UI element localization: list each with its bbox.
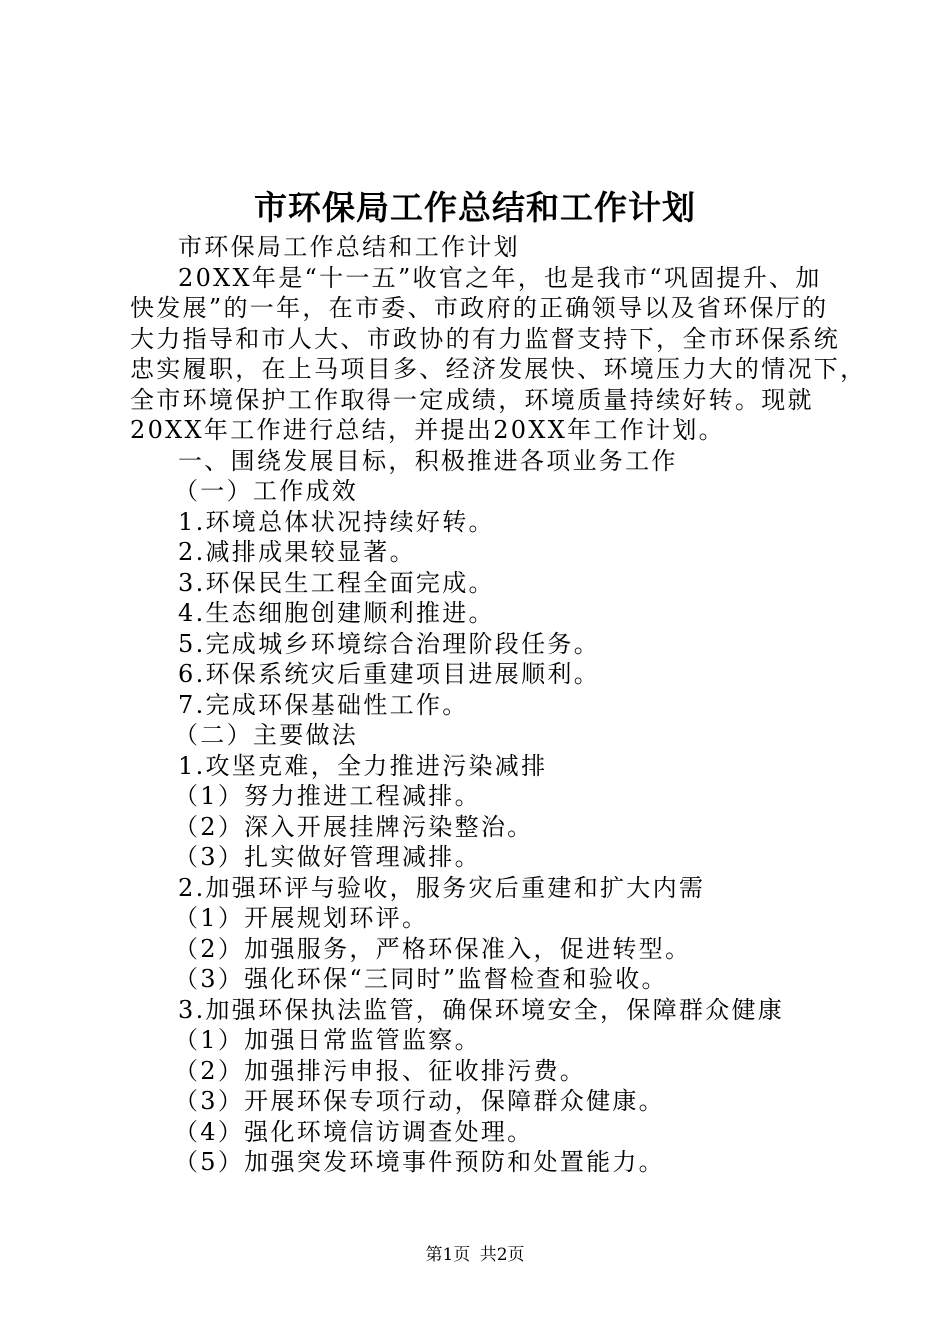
page-number: 第1页 [425, 1245, 471, 1265]
page-total: 共2页 [479, 1245, 525, 1265]
text-line: 一、围绕发展目标，积极推进各项业务工作 [178, 446, 678, 475]
text-line: （1）加强日常监管监察。 [174, 1026, 481, 1054]
text-line: 20XX年工作进行总结，并提出20XX年工作计划。 [130, 416, 725, 444]
text-line: （3）强化环保“三同时”监督检查和验收。 [174, 965, 668, 993]
document-title: 市环保局工作总结和工作计划 [254, 188, 696, 227]
text-line: 快发展”的一年，在市委、市政府的正确领导以及省环保厅的 [130, 294, 829, 322]
text-line: （4）强化环境信访调查处理。 [174, 1117, 534, 1146]
text-line: 7.完成环保基础性工作。 [178, 690, 469, 719]
text-line: 2.减排成果较显著。 [178, 538, 416, 566]
text-line: （3）扎实做好管理减排。 [174, 843, 481, 871]
text-line: （5）加强突发环境事件预防和处置能力。 [174, 1148, 665, 1176]
text-line: （3）开展环保专项行动，保障群众健康。 [174, 1087, 665, 1115]
text-line: 全市环境保护工作取得一定成绩，环境质量持续好转。现就 [130, 385, 814, 414]
text-line: 5.完成城乡环境综合治理阶段任务。 [178, 629, 600, 658]
page-footer [0, 1244, 950, 1266]
text-line: （一）工作成效 [174, 477, 359, 505]
document-body [130, 232, 867, 1178]
text-line: 大力指导和市人大、市政协的有力监督支持下，全市环保系统 [130, 324, 841, 353]
text-line: 1.攻坚克难，全力推进污染减排 [178, 751, 548, 780]
text-line: （二）主要做法 [174, 721, 359, 749]
text-line: （1）开展规划环评。 [174, 904, 429, 932]
text-line: 6.环保系统灾后重建项目进展顺利。 [178, 660, 600, 688]
text-line: 1.环境总体状况持续好转。 [178, 507, 495, 536]
text-line: 20XX年是“十一五”收官之年，也是我市“巩固提升、加 [178, 263, 822, 292]
text-line: 市环保局工作总结和工作计划 [178, 233, 520, 261]
text-line: （2）加强排污申报、征收排污费。 [174, 1056, 587, 1085]
text-line: 2.加强环评与验收，服务灾后重建和扩大内需 [178, 873, 706, 902]
text-line: 3.加强环保执法监管，确保环境安全，保障群众健康 [178, 995, 785, 1024]
text-line: （2）深入开展挂牌污染整治。 [174, 812, 534, 841]
text-line: 4.生态细胞创建顺利推进。 [178, 599, 495, 627]
text-line: 3.环保民生工程全面完成。 [178, 568, 495, 597]
text-line: （2）加强服务，严格环保准入，促进转型。 [174, 934, 692, 963]
text-line: （1）努力推进工程减排。 [174, 782, 481, 810]
text-line: 忠实履职，在上马项目多、经济发展快、环境压力大的情况下， [130, 355, 867, 383]
